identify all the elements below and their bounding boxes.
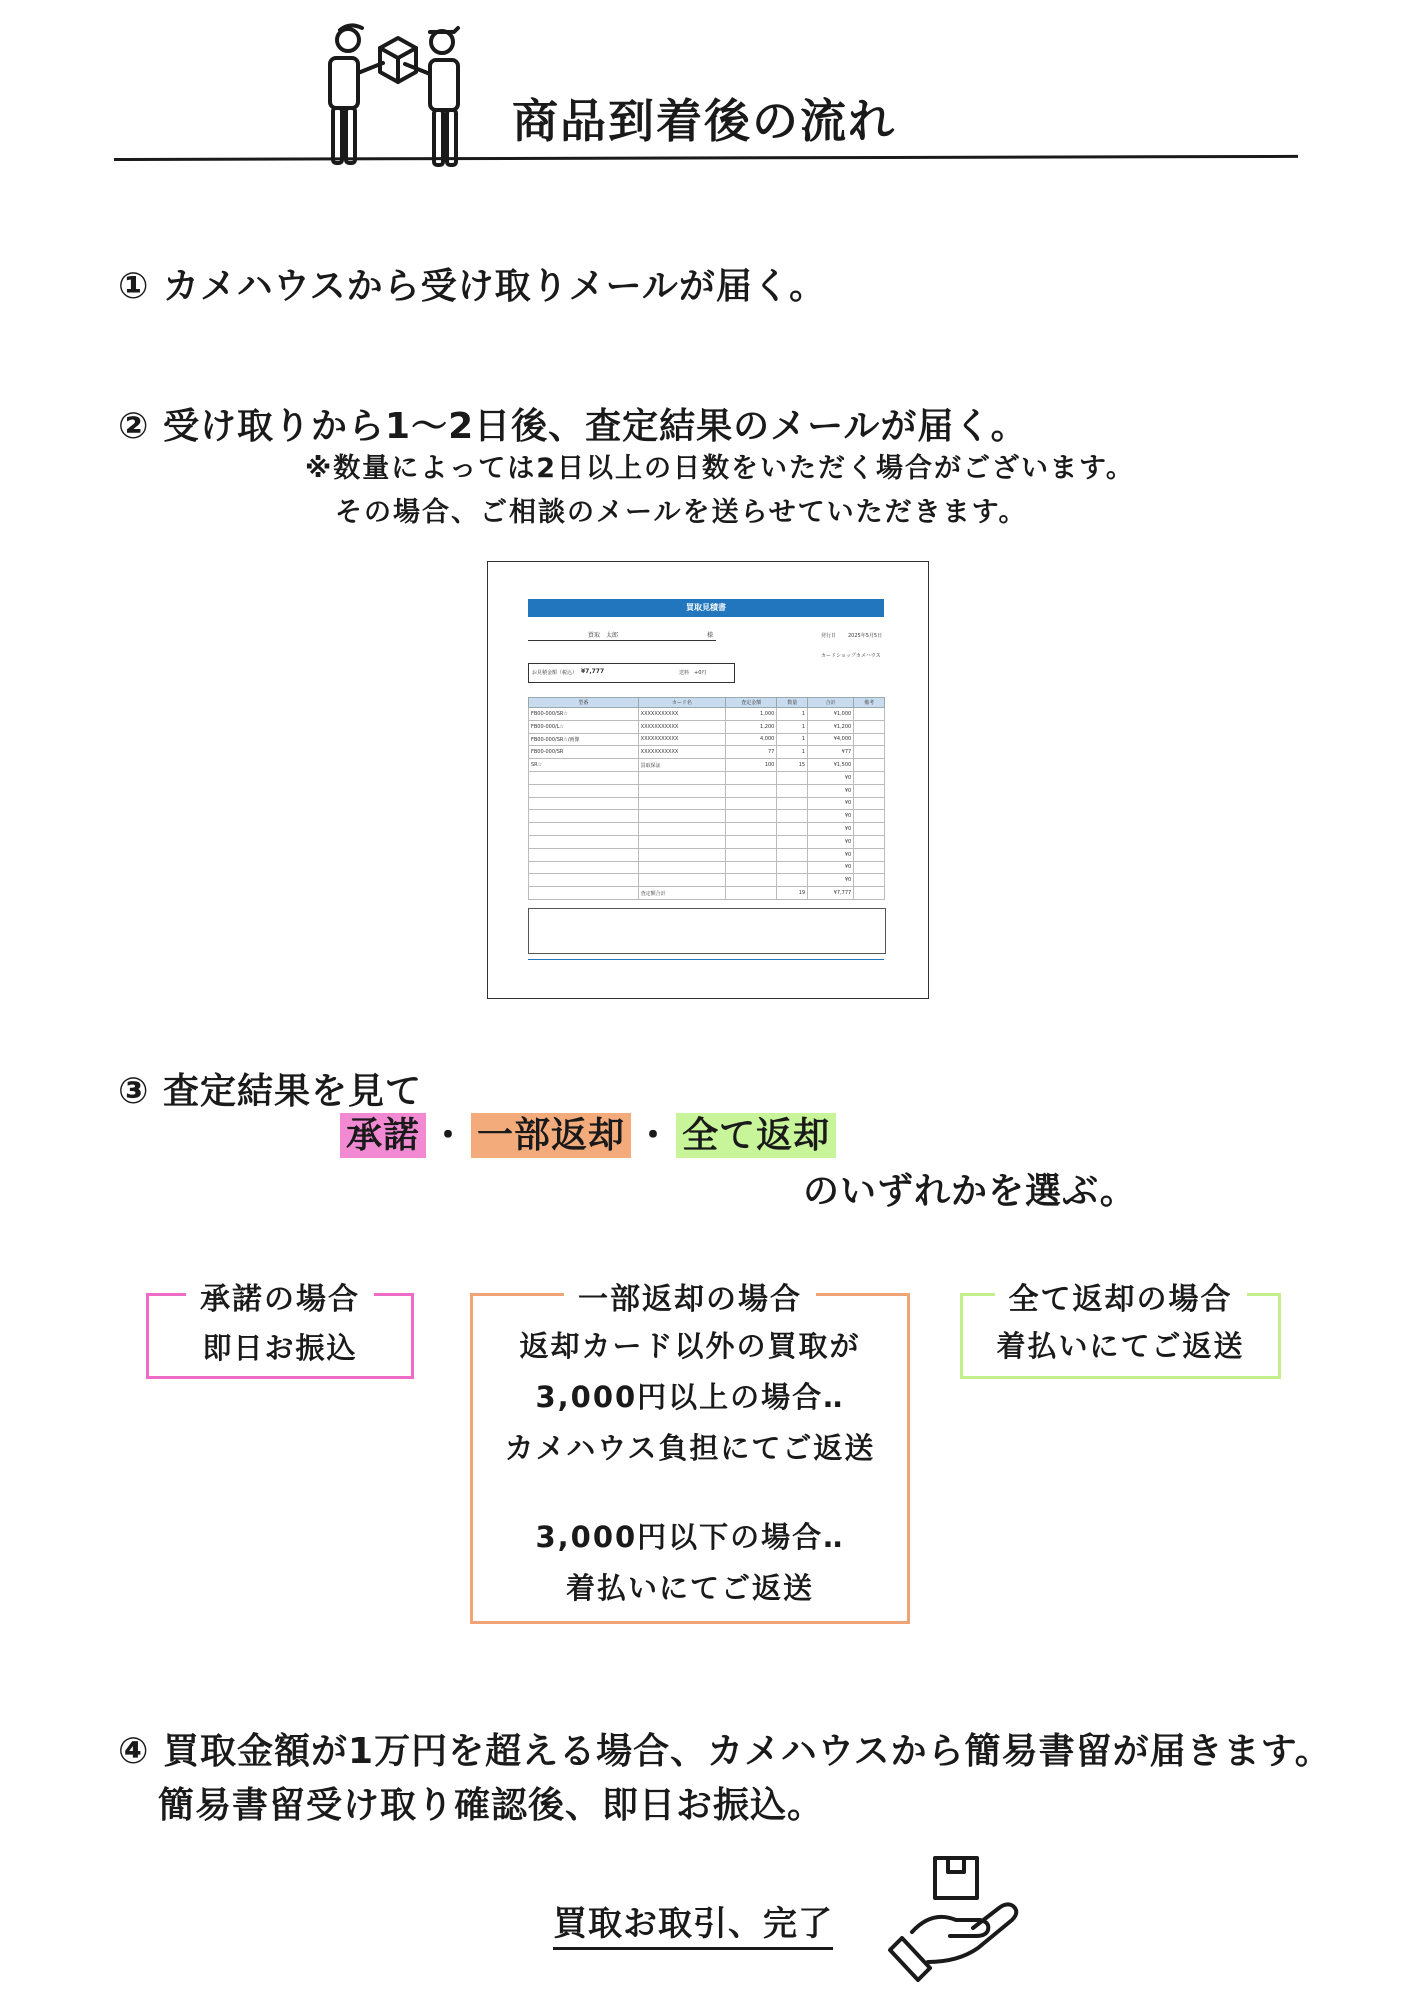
sheet-header: 買取見積書: [528, 599, 884, 617]
sheet-cell: [638, 874, 725, 887]
step-3-tail: のいずれかを選ぶ。: [803, 1171, 1137, 1212]
step-4-line-1: ④ 買取金額が1万円を超える場合、カメハウスから簡易書留が届きます。: [118, 1731, 1332, 1772]
sheet-cell: SR☆: [529, 759, 639, 772]
sheet-cell: [529, 784, 639, 797]
sheet-cell: ¥0: [808, 784, 854, 797]
sheet-table-header: [529, 698, 885, 708]
sheet-cell: ¥1,000: [808, 708, 854, 721]
sheet-cell: [726, 797, 777, 810]
sheet-cell: FB00-000/SR☆/画像: [529, 733, 639, 746]
sheet-cell: [777, 823, 808, 836]
sheet-cell: ¥0: [808, 823, 854, 836]
sheet-cell: 1: [777, 733, 808, 746]
sheet-cell: ¥0: [808, 835, 854, 848]
sheet-table-row: [529, 708, 885, 721]
sheet-cell: 1,000: [726, 708, 777, 721]
sheet-cell: [726, 874, 777, 887]
sheet-col-header: 合計: [808, 698, 854, 708]
sheet-cell: [638, 810, 725, 823]
title-divider: [114, 155, 1298, 161]
sheet-table-body: [529, 708, 885, 900]
sheet-cell: 1: [777, 720, 808, 733]
sheet-cell: XXXXXXXXXXX: [638, 720, 725, 733]
sheet-cell: [854, 861, 885, 874]
sheet-cell: XXXXXXXXXXX: [638, 708, 725, 721]
sheet-cell: ¥4,000: [808, 733, 854, 746]
sheet-cell: [854, 810, 885, 823]
step-2-note-1: ※数量によっては2日以上の日数をいただく場合がございます。: [305, 453, 1135, 484]
option-accept: 承諾: [340, 1113, 426, 1158]
step-2-note-2: その場合、ご相談のメールを送らせていただきます。: [335, 497, 1028, 528]
sheet-cell: 買取保証: [638, 759, 725, 772]
sheet-shipping: 送料 +0円: [679, 670, 707, 676]
partial-return-case-title: 一部返却の場合: [564, 1282, 816, 1317]
option-full-return: 全て返却: [676, 1113, 836, 1158]
sheet-cell: ¥0: [808, 771, 854, 784]
sheet-cell: 4,000: [726, 733, 777, 746]
sheet-cell: [638, 835, 725, 848]
sheet-cell: [777, 861, 808, 874]
sheet-table-row: [529, 848, 885, 861]
sheet-table-row: [529, 797, 885, 810]
sheet-cell: [777, 810, 808, 823]
sheet-cell: [854, 771, 885, 784]
sheet-cell: [854, 759, 885, 772]
sheet-total-value: ¥7,777: [581, 668, 605, 675]
sheet-total-box: [528, 663, 735, 683]
sheet-cell: 19: [777, 887, 808, 900]
sheet-cell: FB00-000/SR: [529, 746, 639, 759]
sheet-cell: [726, 835, 777, 848]
accept-case-title: 承諾の場合: [186, 1282, 374, 1317]
partial-case-line-1: 返却カード以外の買取が: [519, 1329, 861, 1363]
option-partial-return: 一部返却: [471, 1113, 631, 1158]
sheet-table-row: [529, 784, 885, 797]
step-4-line-2: 簡易書留受け取り確認後、即日お振込。: [158, 1785, 825, 1826]
sheet-cell: [529, 835, 639, 848]
sheet-cell: 1: [777, 746, 808, 759]
sheet-cell: [854, 797, 885, 810]
full-return-case-box: [960, 1282, 1281, 1379]
sheet-table-row: [529, 771, 885, 784]
sheet-table-row: [529, 759, 885, 772]
sheet-cell: XXXXXXXXXXX: [638, 746, 725, 759]
sheet-shop: カードショップカメハウス: [821, 653, 881, 659]
sheet-cell: 1,200: [726, 720, 777, 733]
sheet-cell: [726, 784, 777, 797]
sheet-table: [528, 697, 885, 900]
sheet-cell: [726, 810, 777, 823]
sheet-cell: [854, 835, 885, 848]
partial-case-line-2: 3,000円以上の場合‥: [535, 1380, 845, 1414]
sheet-cell: ¥7,777: [808, 887, 854, 900]
delivery-people-icon: [318, 18, 478, 168]
sheet-cell: [638, 861, 725, 874]
sheet-honorific: 様: [707, 632, 714, 639]
sheet-cell: [777, 784, 808, 797]
estimate-sheet-image: [487, 561, 929, 999]
sheet-cell: ¥0: [808, 874, 854, 887]
step-3-text: ③ 査定結果を見て: [118, 1071, 423, 1112]
sheet-cell: [529, 848, 639, 861]
sheet-cell: FB00-000/L☆: [529, 720, 639, 733]
sheet-col-header: カード名: [638, 698, 725, 708]
sheet-table-row: [529, 823, 885, 836]
sheet-cell: [854, 848, 885, 861]
sheet-cell: [854, 874, 885, 887]
sheet-cell: [854, 746, 885, 759]
sheet-customer-line: [528, 640, 716, 641]
sheet-cell: ¥0: [808, 797, 854, 810]
sheet-cell: [529, 874, 639, 887]
sheet-cell: [638, 797, 725, 810]
partial-case-line-4: 3,000円以下の場合‥: [535, 1520, 845, 1554]
page-title: 商品到着後の流れ: [512, 94, 896, 148]
full-return-case-line-1: 着払いにてご返送: [996, 1329, 1245, 1363]
sheet-cell: [529, 861, 639, 874]
sheet-bottom-rule: [528, 959, 884, 960]
sheet-table-row: [529, 720, 885, 733]
sheet-cell: [529, 823, 639, 836]
sheet-cell: [726, 823, 777, 836]
sheet-cell: [529, 887, 639, 900]
sheet-cell: [854, 784, 885, 797]
sheet-cell: [854, 823, 885, 836]
sheet-cell: ¥1,500: [808, 759, 854, 772]
sheet-table-row: [529, 733, 885, 746]
sheet-table-row: [529, 746, 885, 759]
step-2-text: ② 受け取りから1〜2日後、査定結果のメールが届く。: [118, 406, 1028, 447]
sheet-cell: ¥1,200: [808, 720, 854, 733]
sheet-cell: [529, 797, 639, 810]
sheet-cell: ¥0: [808, 810, 854, 823]
sheet-table-row: [529, 887, 885, 900]
sheet-cell: [638, 823, 725, 836]
sheet-col-header: 型番: [529, 698, 639, 708]
sheet-cell: FB00-000/SR☆: [529, 708, 639, 721]
sheet-issue-date: 2025年5月5日: [848, 633, 883, 639]
sheet-table-row: [529, 874, 885, 887]
accept-case-box: [146, 1282, 414, 1379]
sheet-cell: [638, 848, 725, 861]
sheet-cell: ¥0: [808, 848, 854, 861]
sheet-col-header: 数量: [777, 698, 808, 708]
sheet-cell: ¥77: [808, 746, 854, 759]
sheet-cell: 1: [777, 708, 808, 721]
sheet-table-row: [529, 835, 885, 848]
sheet-cell: [777, 848, 808, 861]
transaction-complete-label: 買取お取引、完了: [553, 1896, 833, 1950]
options-row: [340, 1107, 836, 1158]
sheet-cell: 15: [777, 759, 808, 772]
sheet-cell: [777, 771, 808, 784]
sheet-remarks-box: [528, 908, 886, 954]
sheet-cell: [726, 848, 777, 861]
sheet-table-row: [529, 861, 885, 874]
option-separator-2: ・: [635, 1115, 673, 1156]
sheet-cell: 査定額合計: [638, 887, 725, 900]
sheet-cell: 77: [726, 746, 777, 759]
sheet-cell: [777, 874, 808, 887]
sheet-cell: [854, 887, 885, 900]
sheet-col-header: 査定金額: [726, 698, 777, 708]
sheet-cell: [854, 733, 885, 746]
accept-case-line-1: 即日お振込: [202, 1331, 358, 1365]
sheet-cell: [529, 810, 639, 823]
partial-case-line-3: カメハウス負担にてご返送: [504, 1431, 876, 1465]
sheet-total-label: お見積金額（税込）: [532, 670, 578, 676]
hand-with-box-icon: [880, 1850, 1030, 1985]
sheet-cell: [854, 708, 885, 721]
sheet-cell: [726, 771, 777, 784]
sheet-cell: [726, 887, 777, 900]
option-separator-1: ・: [430, 1115, 468, 1156]
sheet-cell: 100: [726, 759, 777, 772]
sheet-customer: 買取 太郎: [588, 632, 619, 639]
sheet-col-header: 備考: [854, 698, 885, 708]
sheet-cell: XXXXXXXXXXX: [638, 733, 725, 746]
full-return-case-title: 全て返却の場合: [995, 1282, 1247, 1317]
sheet-cell: [529, 771, 639, 784]
sheet-cell: [638, 784, 725, 797]
sheet-cell: ¥0: [808, 861, 854, 874]
sheet-table-row: [529, 810, 885, 823]
step-1-text: ① カメハウスから受け取りメールが届く。: [118, 266, 827, 307]
sheet-cell: [777, 797, 808, 810]
sheet-issue-label: 発行日: [821, 633, 837, 639]
sheet-cell: [777, 835, 808, 848]
sheet-cell: [726, 861, 777, 874]
sheet-cell: [638, 771, 725, 784]
partial-case-line-5: 着払いにてご返送: [565, 1571, 814, 1605]
partial-return-case-box: [470, 1282, 910, 1624]
sheet-cell: [854, 720, 885, 733]
